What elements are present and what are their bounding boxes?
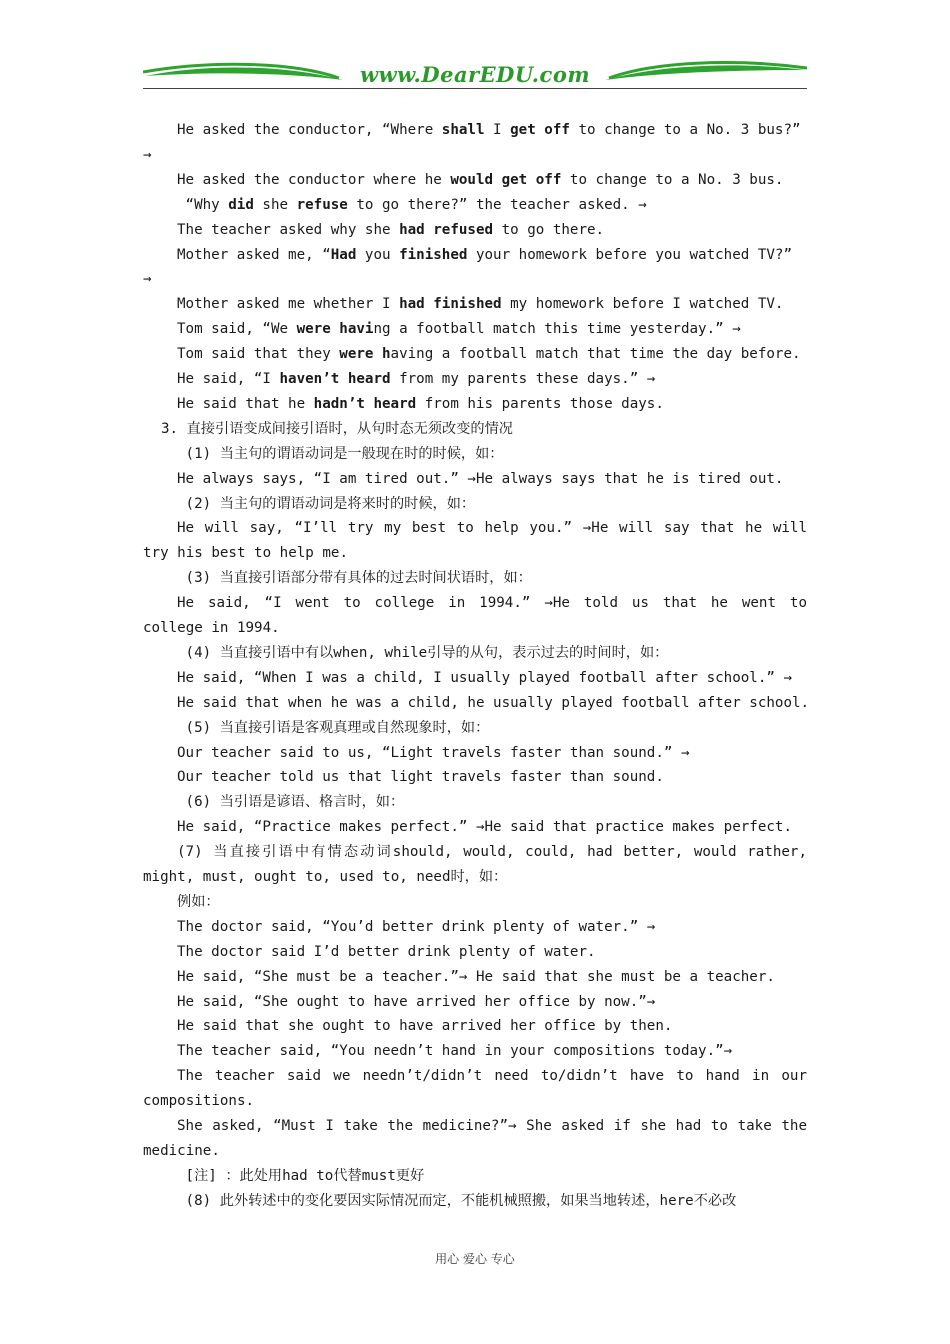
line-text: aving a football match that time the day before.: [390, 346, 801, 363]
line-text: Tom said, “We: [177, 321, 297, 338]
text-line: [143, 543, 348, 563]
bold-keyword: refuse: [296, 196, 348, 213]
line-text: He will say, “I’ll try my best to help you.” →He will say that he will: [177, 520, 807, 537]
text-line: [143, 867, 507, 887]
line-text: college in 1994.: [143, 620, 280, 636]
text-line: [177, 170, 783, 190]
line-text: The teacher said, “You needn’t hand in your compositions today.”→: [177, 1043, 733, 1060]
line-text: The doctor said I’d better drink plenty of water.: [177, 943, 596, 960]
text-line: [177, 792, 404, 812]
text-line: [177, 1041, 732, 1061]
page-footer: 用心 爱心 专心: [435, 1252, 515, 1266]
text-line: [177, 817, 792, 837]
line-text: He always says, “I am tired out.” →He always says that he is tired out.: [177, 470, 784, 487]
bold-keyword: were h: [339, 346, 391, 363]
text-line: [177, 842, 807, 862]
text-line: [177, 294, 783, 314]
text-line: [143, 1091, 254, 1111]
text-line: [177, 494, 475, 514]
bold-keyword: haven’t heard: [279, 371, 391, 387]
text-line: [177, 518, 807, 538]
text-line: [177, 1066, 807, 1086]
line-text: your homework before you watched TV?”: [467, 246, 793, 263]
text-line: [177, 444, 503, 464]
bold-keyword: did: [228, 196, 254, 213]
text-line: [177, 120, 801, 140]
line-text: He asked the conductor, “Where: [177, 122, 442, 138]
text-line: [177, 195, 647, 215]
line-text: to change to a No. 3 bus?”: [569, 122, 801, 138]
text-line: [177, 593, 807, 613]
line-text: “Why: [177, 196, 229, 213]
line-text: (1) 当主句的谓语动词是一般现在时的时候，如：: [177, 445, 504, 462]
line-text: He said, “She must be a teacher.”→ He said that she must be a teacher.: [177, 968, 775, 985]
line-text: from my parents these days.” →: [390, 371, 656, 387]
text-line: [177, 917, 655, 937]
line-text: Mother asked me whether I: [177, 296, 400, 313]
text-line: [143, 145, 152, 165]
line-text: (4) 当直接引语中有以when, while引导的从句，表示过去的时间时，如：: [177, 644, 669, 661]
line-text: to change to a No. 3 bus.: [561, 171, 784, 188]
text-line: [177, 220, 604, 240]
line-text: He said, “Practice makes perfect.” →He said that practice makes perfect.: [177, 819, 792, 836]
line-text: He said, “I went to college in 1994.” →He told us that he went to: [177, 595, 807, 612]
line-text: (2) 当主句的谓语动词是将来时的时候，如：: [177, 495, 476, 512]
line-text: 3. 直接引语变成间接引语时，从句时态无须改变的情况: [161, 420, 513, 437]
line-text: (8) 此外转述中的变化要因实际情况而定，不能机械照搬，如果当地转述，here不必改: [177, 1192, 737, 1209]
line-text: Mother asked me, “: [177, 246, 331, 263]
line-text: I: [484, 122, 511, 138]
text-line: [177, 1191, 736, 1211]
line-text: The teacher said we needn’t/didn’t need to/didn’t have to hand in our: [177, 1068, 807, 1085]
line-text: ng a football match this time yesterday.” →: [373, 321, 741, 338]
line-text: →: [143, 271, 152, 288]
line-text: He said, “She ought to have arrived her office by now.”→: [177, 993, 656, 1010]
bold-keyword: get off: [510, 122, 570, 138]
text-line: [177, 743, 690, 763]
line-text: to go there.: [493, 221, 605, 238]
line-text: compositions.: [143, 1093, 255, 1110]
header-divider: [143, 88, 807, 89]
line-text: →: [143, 146, 152, 163]
line-text: Our teacher said to us, “Light travels faster than sound.” →: [177, 744, 690, 761]
text-line: [177, 643, 668, 663]
line-text: (7) 当直接引语中有情态动词should, would, could, had better, would rather,: [177, 844, 807, 861]
line-text: He said that she ought to have arrived her office by then.: [177, 1018, 673, 1035]
text-line: [177, 344, 801, 364]
line-text: Tom said that they: [177, 346, 340, 363]
text-line: [161, 419, 513, 439]
text-line: [177, 1166, 424, 1186]
bold-keyword: were havi: [296, 321, 374, 338]
text-line: [143, 269, 152, 289]
bold-keyword: would get off: [450, 171, 562, 188]
text-line: [177, 394, 664, 414]
text-line: [177, 369, 655, 389]
line-text: He asked the conductor where he: [177, 171, 451, 188]
line-text: (5) 当直接引语是客观真理或自然现象时，如：: [177, 719, 490, 736]
text-line: [177, 1016, 672, 1036]
line-text: He said, “When I was a child, I usually played football after school.” →: [177, 669, 792, 686]
line-text: [注] ：此处用had to代替must更好: [177, 1167, 425, 1184]
line-text: you: [356, 246, 400, 263]
text-line: [177, 568, 532, 588]
text-line: [177, 668, 792, 688]
line-text: might, must, ought to, used to, need时，如：: [143, 869, 508, 885]
line-text: try his best to help me.: [143, 545, 348, 562]
bold-keyword: hadn’t heard: [313, 395, 417, 412]
line-text: 例如：: [177, 893, 220, 910]
line-text: from his parents those days.: [416, 395, 664, 412]
site-logo-text: www.DearEDU.com: [359, 62, 591, 87]
line-text: The doctor said, “You’d better drink plenty of water.” →: [177, 918, 656, 935]
line-text: He said, “I: [177, 371, 280, 387]
bold-keyword: shall: [441, 122, 485, 138]
bold-keyword: had refused: [399, 221, 494, 238]
text-line: [177, 892, 220, 912]
text-line: [143, 1141, 220, 1161]
page-header: [143, 58, 807, 92]
line-text: He said that he: [177, 395, 314, 412]
line-text: The teacher asked why she: [177, 221, 400, 238]
text-line: [177, 767, 664, 787]
line-text: my homework before I watched TV.: [501, 296, 784, 313]
bold-keyword: Had: [330, 246, 357, 263]
text-line: [177, 967, 775, 987]
text-line: [177, 992, 655, 1012]
line-text: to go there?” the teacher asked. →: [347, 196, 647, 213]
text-line: [177, 718, 489, 738]
line-text: she: [253, 196, 297, 213]
text-line: [143, 618, 280, 638]
text-line: [177, 469, 783, 489]
line-text: She asked, “Must I take the medicine?”→ She asked if she had to take the: [177, 1118, 807, 1134]
text-line: [177, 693, 809, 713]
text-line: [177, 942, 596, 962]
line-text: (3) 当直接引语部分带有具体的过去时间状语时，如：: [177, 570, 532, 587]
line-text: (6) 当引语是谚语、格言时，如：: [177, 794, 405, 811]
line-text: He said that when he was a child, he usually played football after school.: [177, 694, 810, 711]
bold-keyword: finished: [399, 246, 468, 263]
line-text: Our teacher told us that light travels faster than sound.: [177, 769, 664, 786]
line-text: medicine.: [143, 1142, 220, 1159]
text-line: [177, 1116, 807, 1136]
text-line: [177, 245, 792, 265]
text-line: [177, 319, 741, 339]
bold-keyword: had finished: [399, 296, 502, 313]
